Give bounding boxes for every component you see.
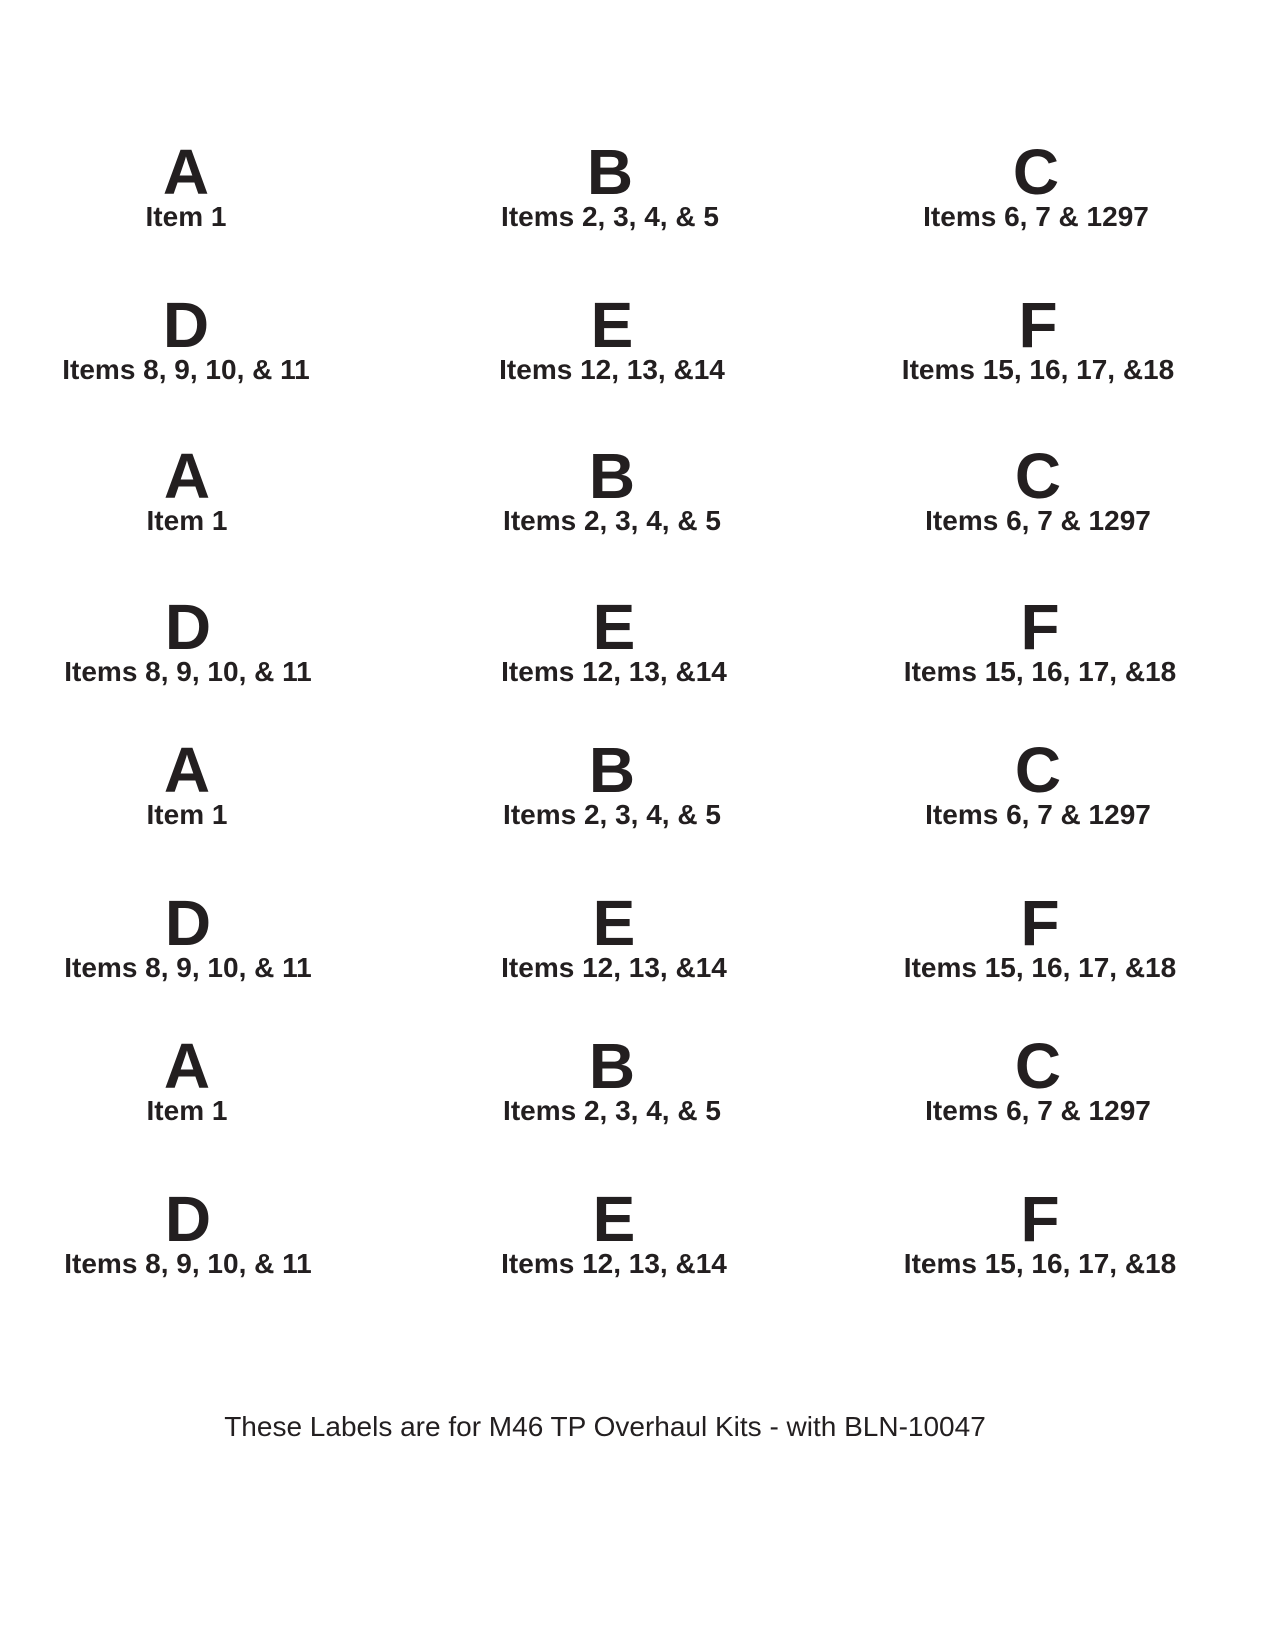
- label-E: [402, 289, 822, 387]
- label-items: Items 8, 9, 10, & 11: [64, 1248, 312, 1279]
- label-letter: B: [588, 734, 636, 806]
- label-items: Items 2, 3, 4, & 5: [503, 1095, 721, 1126]
- label-C: [826, 136, 1246, 234]
- label-F: [830, 887, 1250, 985]
- label-C: [828, 440, 1248, 538]
- label-letter: A: [162, 136, 210, 208]
- label-items: Items 6, 7 & 1297: [923, 201, 1149, 232]
- label-items: Items 2, 3, 4, & 5: [503, 505, 721, 536]
- label-items: Items 15, 16, 17, &18: [903, 952, 1177, 983]
- label-letter: A: [163, 440, 211, 512]
- label-letter: C: [1012, 136, 1060, 208]
- label-letter: D: [162, 289, 210, 361]
- label-items: Item 1: [146, 799, 228, 830]
- label-letter: A: [163, 1030, 211, 1102]
- label-letter: C: [1014, 734, 1062, 806]
- label-A: [0, 440, 397, 538]
- label-C: [828, 1030, 1248, 1128]
- label-items: Items 2, 3, 4, & 5: [503, 799, 721, 830]
- label-E: [404, 887, 824, 985]
- label-items: Item 1: [145, 201, 227, 232]
- label-items: Items 6, 7 & 1297: [925, 1095, 1151, 1126]
- label-A: [0, 136, 396, 234]
- label-E: [404, 1183, 824, 1281]
- label-letter: D: [164, 1183, 212, 1255]
- label-items: Item 1: [146, 505, 228, 536]
- label-items: Items 6, 7 & 1297: [925, 505, 1151, 536]
- label-letter: E: [590, 289, 634, 361]
- label-letter: D: [164, 887, 212, 959]
- label-F: [830, 591, 1250, 689]
- label-letter: F: [1020, 1183, 1060, 1255]
- label-D: [0, 887, 398, 985]
- label-B: [402, 440, 822, 538]
- label-F: [830, 1183, 1250, 1281]
- label-letter: F: [1020, 591, 1060, 663]
- label-letter: B: [586, 136, 634, 208]
- label-items: Items 12, 13, &14: [501, 1248, 727, 1279]
- label-letter: E: [592, 591, 636, 663]
- label-F: [828, 289, 1248, 387]
- label-B: [402, 1030, 822, 1128]
- label-B: [402, 734, 822, 832]
- label-letter: B: [588, 1030, 636, 1102]
- label-letter: D: [164, 591, 212, 663]
- label-items: Items 15, 16, 17, &18: [901, 354, 1175, 385]
- label-items: Items 15, 16, 17, &18: [903, 1248, 1177, 1279]
- label-items: Items 12, 13, &14: [499, 354, 725, 385]
- label-letter: C: [1014, 1030, 1062, 1102]
- label-letter: E: [592, 887, 636, 959]
- label-items: Items 12, 13, &14: [501, 656, 727, 687]
- label-A: [0, 1030, 397, 1128]
- label-items: Items 8, 9, 10, & 11: [64, 656, 312, 687]
- label-B: [400, 136, 820, 234]
- label-C: [828, 734, 1248, 832]
- label-D: [0, 1183, 398, 1281]
- label-items: Item 1: [146, 1095, 228, 1126]
- label-D: [0, 591, 398, 689]
- label-letter: E: [592, 1183, 636, 1255]
- label-letter: F: [1018, 289, 1058, 361]
- label-letter: B: [588, 440, 636, 512]
- label-items: Items 6, 7 & 1297: [925, 799, 1151, 830]
- label-letter: F: [1020, 887, 1060, 959]
- label-items: Items 12, 13, &14: [501, 952, 727, 983]
- label-letter: A: [163, 734, 211, 806]
- label-items: Items 8, 9, 10, & 11: [64, 952, 312, 983]
- label-E: [404, 591, 824, 689]
- label-A: [0, 734, 397, 832]
- label-items: Items 15, 16, 17, &18: [903, 656, 1177, 687]
- label-items: Items 8, 9, 10, & 11: [62, 354, 310, 385]
- label-D: [0, 289, 396, 387]
- footer-note: These Labels are for M46 TP Overhaul Kits - with BLN-10047: [224, 1411, 986, 1442]
- label-items: Items 2, 3, 4, & 5: [501, 201, 719, 232]
- label-letter: C: [1014, 440, 1062, 512]
